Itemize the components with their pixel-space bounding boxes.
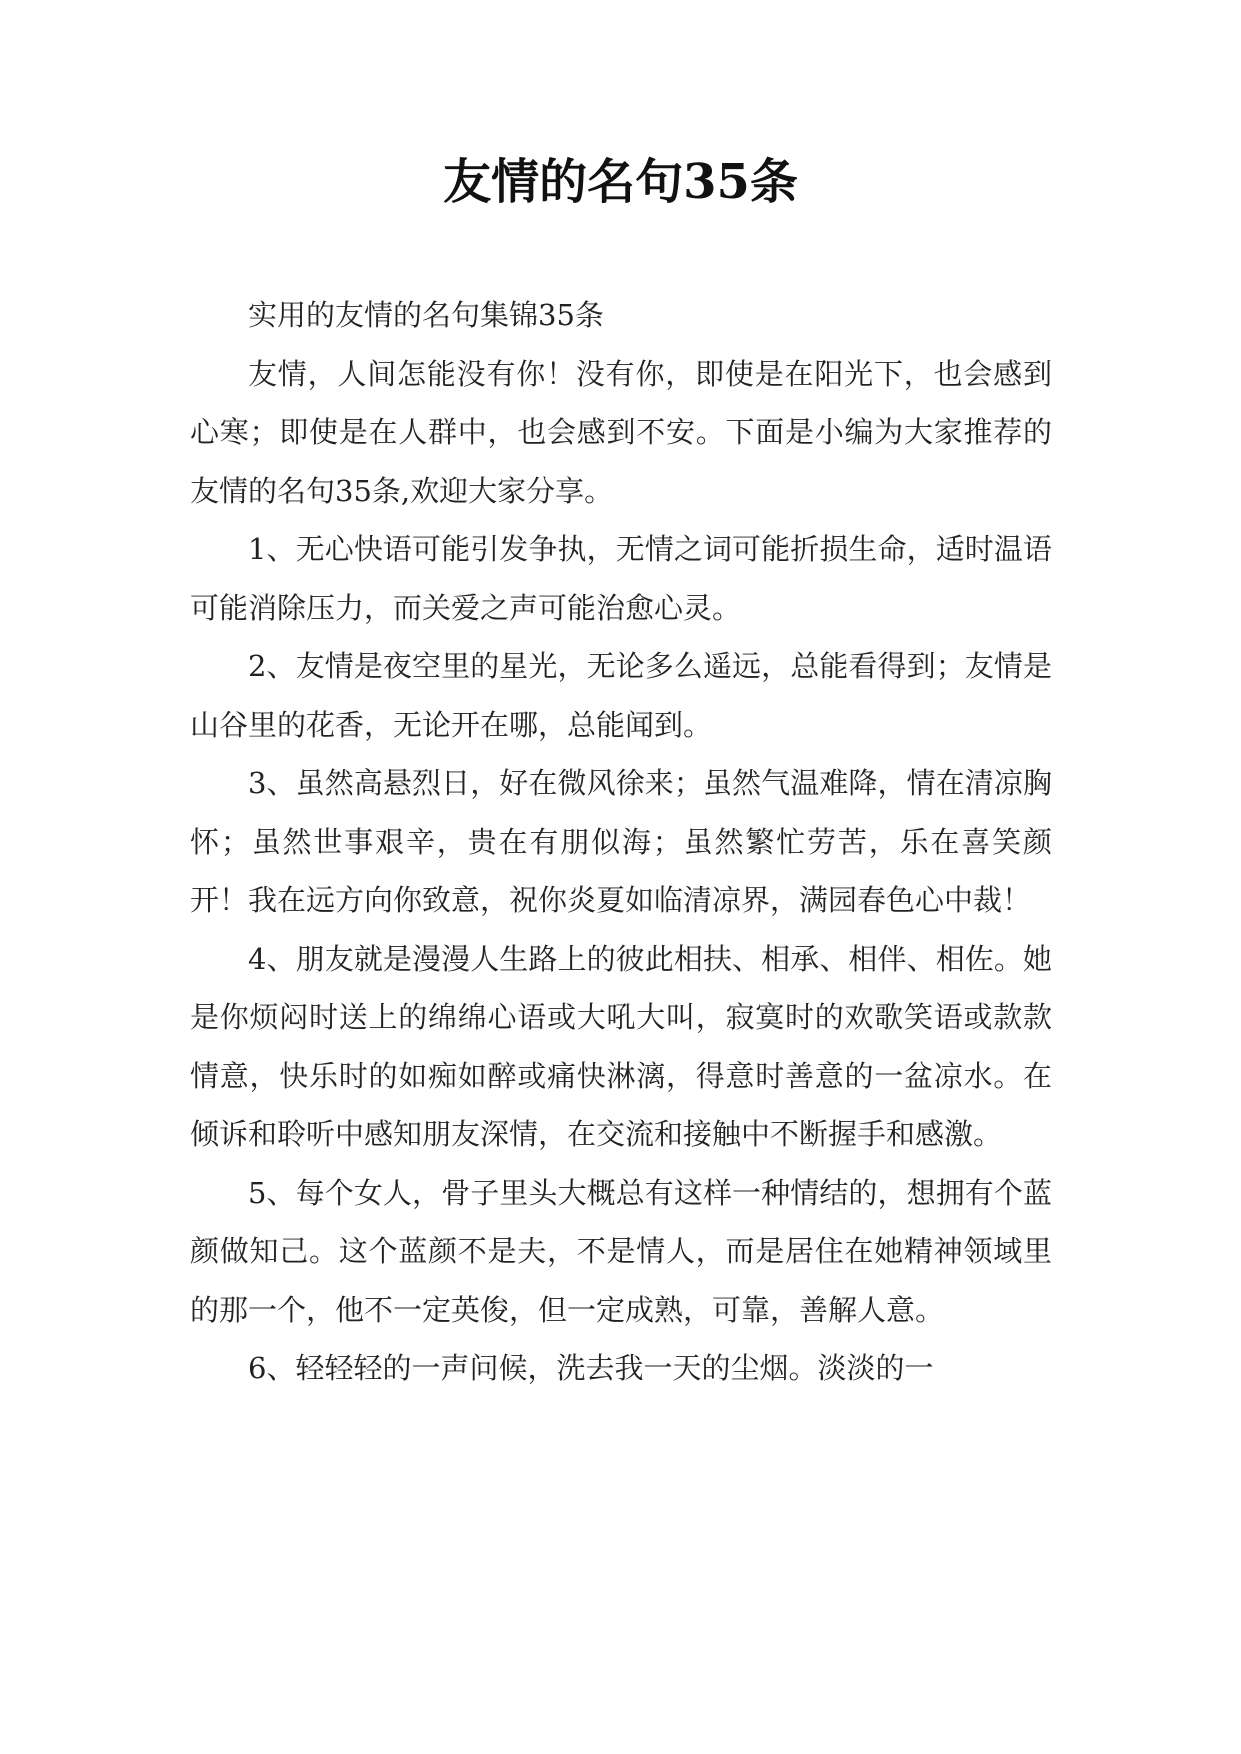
document-body <box>190 286 1052 1398</box>
document-title: 友情的名句35条 <box>443 154 798 210</box>
quote-paragraph-2: 2、友情是夜空里的星光，无论多么遥远，总能看得到；友情是山谷里的花香，无论开在哪，总能闻到。 <box>190 649 1052 742</box>
quote-paragraph-3: 3、虽然高悬烈日，好在微风徐来；虽然气温难降，情在清凉胸怀；虽然世事艰辛，贵在有朋似海；虽然繁忙劳苦，乐在喜笑颜开！我在远方向你致意，祝你炎夏如临清凉界，满园春色心中裁！ <box>190 766 1052 917</box>
intro-paragraph: 友情，人间怎能没有你！没有你，即使是在阳光下，也会感到心寒；即使是在人群中，也会感到不安。下面是小编为大家推荐的友情的名句35条,欢迎大家分享。 <box>190 356 1052 508</box>
quote-paragraph-1: 1、无心快语可能引发争执，无情之词可能折损生命，适时温语可能消除压力，而关爱之声可能治愈心灵。 <box>190 532 1052 625</box>
quote-paragraph-6: 6、轻轻轻的一声问候，洗去我一天的尘烟。淡淡的一 <box>248 1351 934 1385</box>
quote-paragraph-4: 4、朋友就是漫漫人生路上的彼此相扶、相承、相伴、相佐。她是你烦闷时送上的绵绵心语或大吼大叫，寂寞时的欢歌笑语或款款情意，快乐时的如痴如醉或痛快淋漓，得意时善意的一盆凉水。在倾诉和聆听中感知朋友深情，在交流和接触中不断握手和感激。 <box>190 941 1052 1151</box>
subtitle-paragraph: 实用的友情的名句集锦35条 <box>248 298 604 332</box>
quote-paragraph-5: 5、每个女人，骨子里头大概总有这样一种情结的，想拥有个蓝颜做知己。这个蓝颜不是夫，不是情人，而是居住在她精神领域里的那一个，他不一定英俊，但一定成熟，可靠，善解人意。 <box>190 1175 1052 1327</box>
